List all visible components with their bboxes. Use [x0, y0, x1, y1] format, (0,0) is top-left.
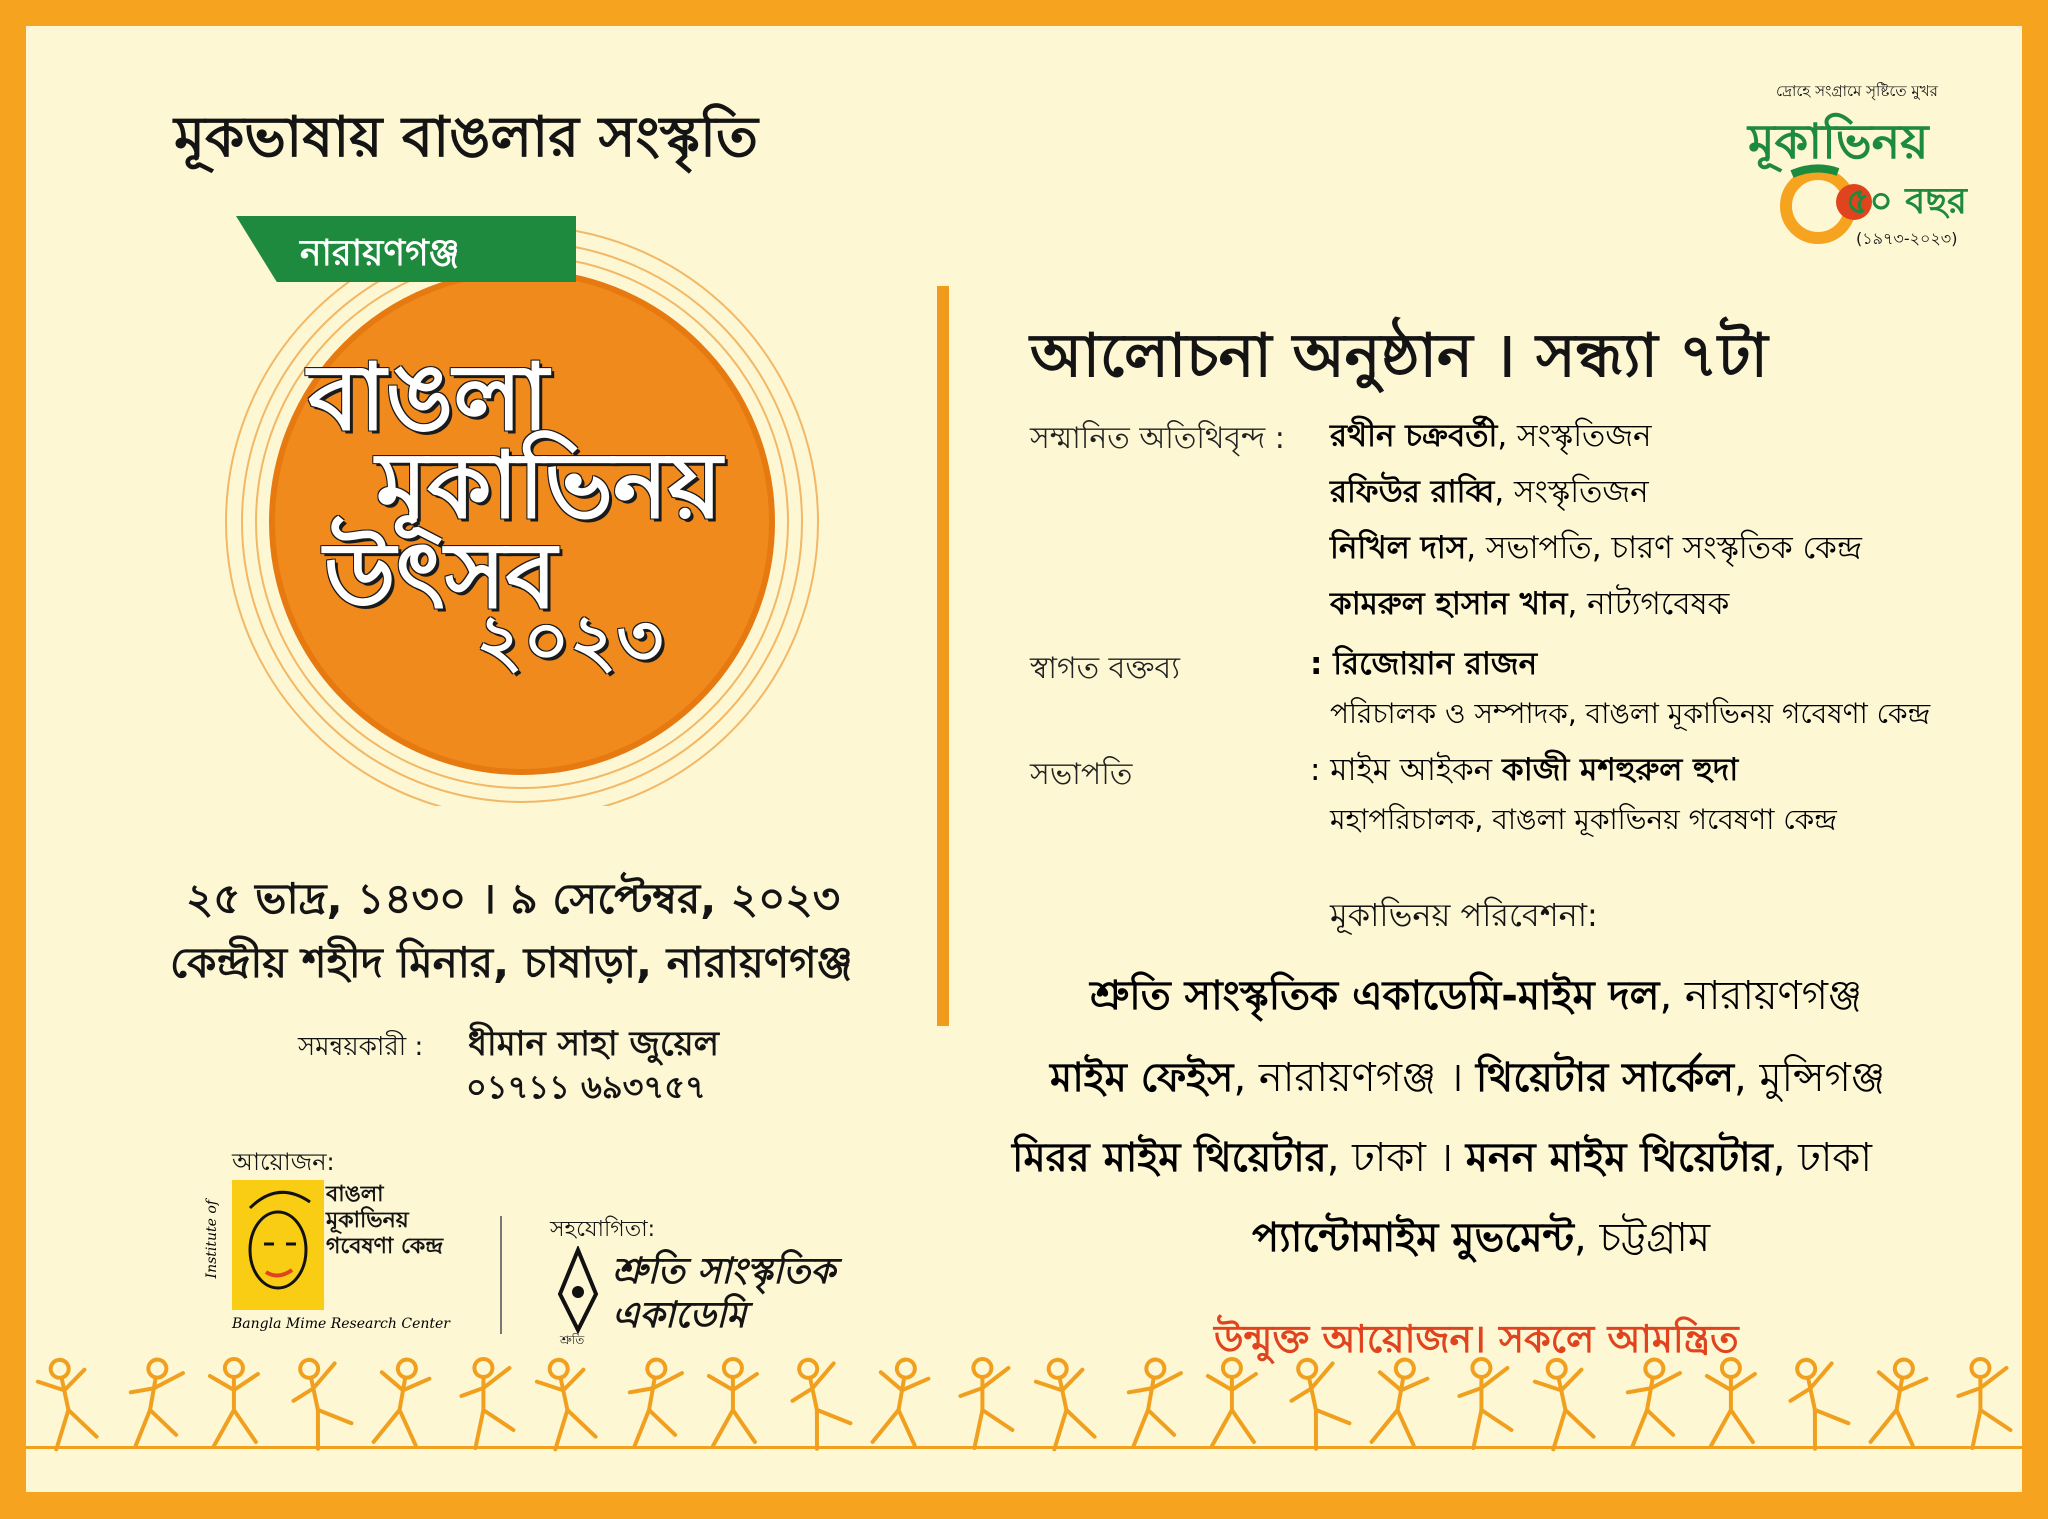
event-date: ২৫ ভাদ্র, ১৪৩০ । ৯ সেপ্টেম্বর, ২০২৩ — [186, 874, 841, 923]
festival-title-line-2: মূকাভিনয় — [376, 432, 723, 539]
guest-name: নিখিল দাস — [1330, 530, 1467, 566]
guest-role: , সংস্কৃতিজন — [1497, 418, 1652, 454]
mime-face-drawing — [232, 1180, 324, 1310]
supporter-label: সহযোগিতা: — [550, 1217, 655, 1242]
dancer-figure-icon — [960, 1359, 1012, 1448]
coordinator-label: সমন্বয়কারী : — [298, 1032, 424, 1062]
guest-name: রথীন চক্রবর্তী — [1330, 418, 1498, 454]
festival-year: ২০২৩ — [476, 598, 664, 682]
supporter-small-text: শ্রুতি — [560, 1333, 585, 1347]
troupe-place: , ঢাকা — [1772, 1135, 1872, 1181]
coordinator-phone: ০১৭১১ ৬৯৩৭৫৭ — [466, 1068, 706, 1106]
organizer-name: বাঙলা মূকাভিনয় গবেষণা কেন্দ্র — [326, 1182, 444, 1259]
anniversary-slogan: দ্রোহে সংগ্রামে সৃষ্টিতে মুখর — [1776, 82, 1938, 100]
festival-title-line-1: বাঙলা — [308, 344, 549, 451]
troupe-place: , মুন্সিগঞ্জ — [1734, 1055, 1885, 1101]
festival-title-line-3: উৎসব — [324, 522, 557, 629]
guest-3 — [1330, 524, 1862, 576]
dancer-figure-icon — [1459, 1359, 1511, 1448]
dancer-figure-icon — [1619, 1356, 1686, 1453]
anniversary-years: ৫০ বছর — [1846, 181, 1967, 222]
guest-role: , সভাপতি, চারণ সংস্কৃতিক কেন্দ্র — [1466, 530, 1862, 566]
organizer-label: আয়োজন: — [232, 1148, 335, 1176]
chair-role: মহাপরিচালক, বাঙলা মূকাভিনয় গবেষণা কেন্দ্র — [1330, 803, 1837, 836]
troupe-place: , নারায়ণগঞ্জ — [1659, 973, 1863, 1019]
supporter-logo — [546, 1246, 896, 1356]
welcome-label: স্বাগত বক্তব্য — [1030, 651, 1180, 686]
organizer-logo-vertical-text: Institute of — [204, 1200, 220, 1279]
dancer-figure-icon — [1284, 1354, 1353, 1452]
city-ribbon-label: নারায়ণগঞ্জ — [300, 233, 460, 274]
performance-line-3 — [1012, 1126, 1872, 1193]
dancer-figure-icon — [461, 1359, 513, 1448]
dancer-figure-icon — [1120, 1356, 1187, 1453]
anniversary-range: (১৯৭৩-২০২৩) — [1856, 229, 1958, 248]
troupe-place: , ঢাকা — [1326, 1135, 1426, 1181]
anniversary-title: মূকাভিনয় — [1748, 114, 1929, 170]
troupe-separator: । — [1436, 1055, 1476, 1101]
dancer-figure-icon — [1958, 1359, 2010, 1448]
poster-canvas — [26, 26, 2022, 1492]
troupe-place: , চট্টগ্রাম — [1574, 1215, 1711, 1261]
city-ribbon — [236, 216, 576, 282]
dancer-figure-icon — [210, 1359, 258, 1446]
open-invitation: উন্মুক্ত আয়োজন। সকলে আমন্ত্রিত — [1214, 1317, 1739, 1361]
tagline: মূকভাষায় বাঙলার সংস্কৃতি — [174, 105, 759, 170]
troupe-name: মিরর মাইম থিয়েটার — [1012, 1135, 1327, 1181]
dancer-figure-icon — [621, 1356, 688, 1453]
dancer-figure-icon — [1208, 1359, 1256, 1446]
guest-role: , সংস্কৃতিজন — [1494, 474, 1649, 510]
troupe-name: মাইম ফেইস — [1050, 1055, 1234, 1101]
dancer-figure-icon — [1867, 1356, 1929, 1450]
guest-2 — [1330, 468, 1649, 520]
performance-line-1 — [1090, 964, 1862, 1031]
dancer-figure-icon — [370, 1356, 432, 1450]
guests-label: সম্মানিত অতিথিবৃন্দ : — [1030, 421, 1285, 456]
guest-1 — [1330, 412, 1652, 464]
performance-line-4 — [1252, 1206, 1710, 1273]
program-title: আলোচনা অনুষ্ঠান । সন্ধ্যা ৭টা — [1030, 321, 1768, 391]
organizer-logo — [204, 1180, 454, 1340]
dancer-figure-icon — [785, 1354, 854, 1452]
dancer-figure-icon — [122, 1356, 189, 1453]
event-venue: কেন্দ্রীয় শহীদ মিনার, চাষাড়া, নারায়ণগঞ্জ — [170, 938, 853, 987]
chair-label: সভাপতি — [1030, 757, 1133, 792]
guest-name: কামরুল হাসান খান — [1330, 586, 1568, 622]
dancer-figure-icon — [533, 1355, 598, 1450]
guest-name: রফিউর রাব্বি — [1330, 474, 1495, 510]
chair-prefix: : মাইম আইকন — [1310, 752, 1503, 788]
welcome-name: : রিজোয়ান রাজন — [1310, 646, 1538, 682]
dancer-figure-icon — [34, 1355, 99, 1450]
mime-face-icon — [232, 1180, 324, 1310]
troupe-name: থিয়েটার সার্কেল — [1475, 1055, 1735, 1101]
chair-name: কাজী মশহুরুল হুদা — [1502, 752, 1739, 788]
dancer-figure-icon — [1783, 1354, 1852, 1452]
organizer-caption: Bangla Mime Research Center — [232, 1316, 450, 1332]
supporter-name: শ্রুতি সাংস্কৃতিক একাডেমি — [612, 1251, 836, 1336]
dancer-figures-border — [26, 1346, 2022, 1466]
troupe-name: প্যান্টোমাইম মুভমেন্ট — [1252, 1215, 1575, 1261]
welcome-speaker — [1310, 640, 1537, 692]
troupe-separator: । — [1425, 1135, 1466, 1181]
dancer-figure-icon — [1032, 1355, 1097, 1450]
center-divider — [937, 286, 949, 1026]
dancer-figure-icon — [286, 1354, 355, 1452]
troupe-place: , নারায়ণগঞ্জ — [1233, 1055, 1437, 1101]
guest-role: , নাট্যগবেষক — [1567, 586, 1730, 622]
border-rule — [26, 1446, 2022, 1449]
dancer-figure-icon — [869, 1356, 931, 1450]
coordinator-name: ধীমান সাহা জুয়েল — [468, 1024, 719, 1064]
anniversary-logo — [1746, 56, 1986, 246]
dancer-figure-icon — [1531, 1355, 1596, 1450]
dancer-figure-icon — [1707, 1359, 1755, 1446]
guest-4 — [1330, 580, 1729, 632]
troupe-name: মনন মাইম থিয়েটার — [1465, 1135, 1773, 1181]
performances-heading: মূকাভিনয় পরিবেশনা: — [1330, 896, 1598, 934]
chair-speaker — [1310, 746, 1738, 798]
logo-divider — [500, 1216, 502, 1334]
performance-line-2 — [1050, 1046, 1885, 1113]
dancer-figure-icon — [1368, 1356, 1430, 1450]
welcome-role: পরিচালক ও সম্পাদক, বাঙলা মূকাভিনয় গবেষণা কেন্দ্র — [1330, 697, 1931, 730]
dancer-figure-icon — [709, 1359, 757, 1446]
pen-nib-icon — [548, 1246, 608, 1336]
troupe-name: শ্রুতি সাংস্কৃতিক একাডেমি-মাইম দল — [1090, 973, 1660, 1019]
